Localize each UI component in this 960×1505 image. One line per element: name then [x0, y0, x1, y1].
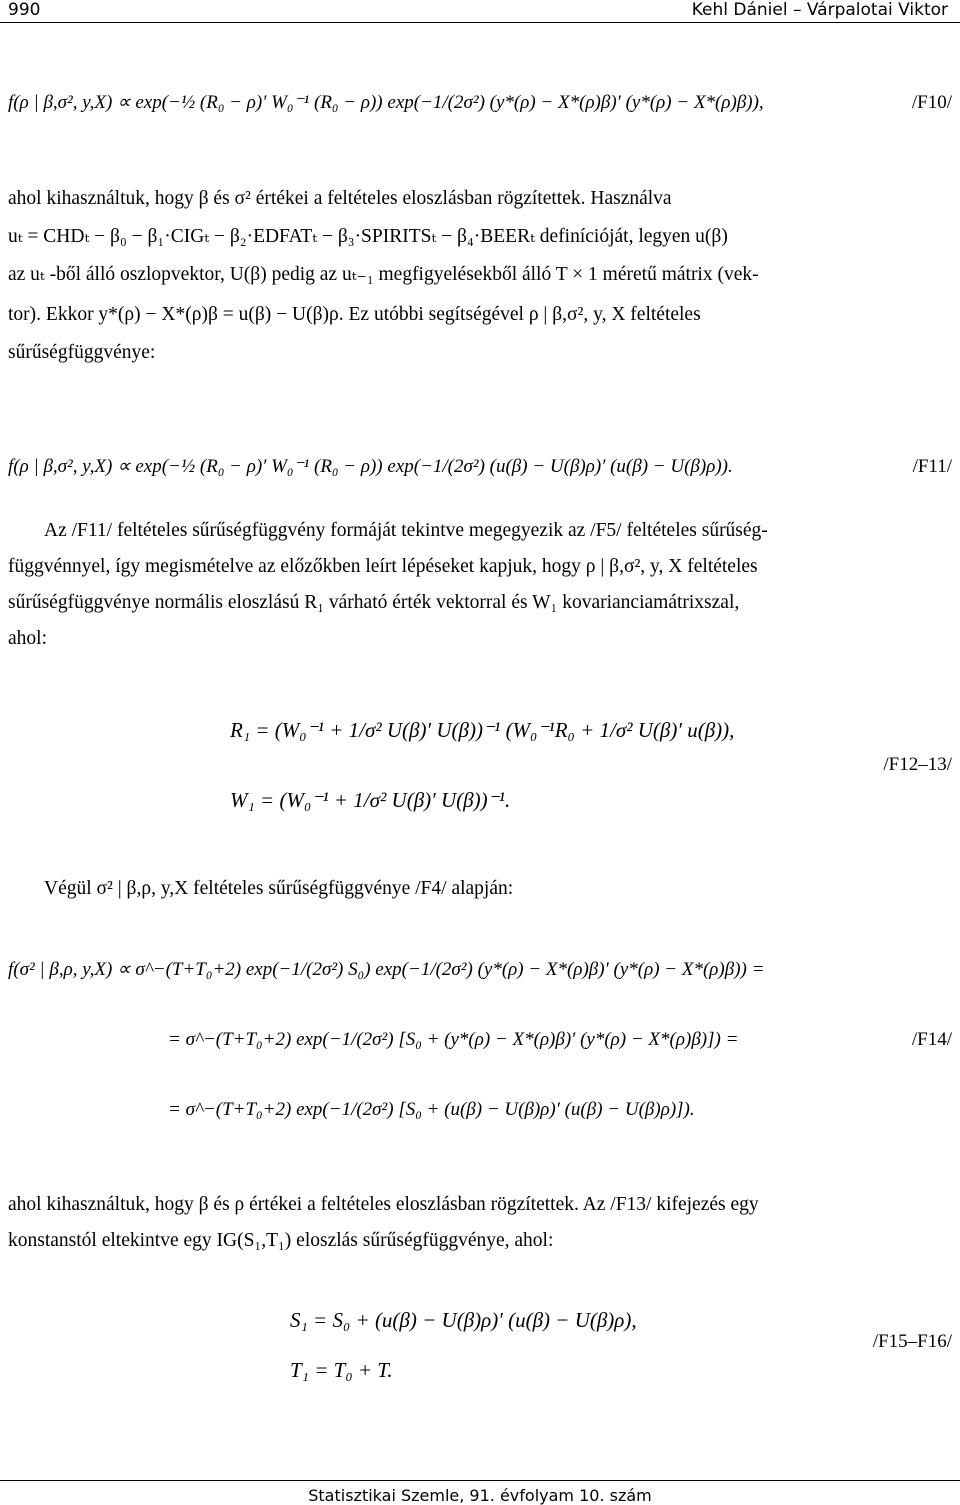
paragraph-line-10: Végül σ² | β,ρ, y,X feltételes sűrűségfüggvénye /F4/ alapján:	[44, 878, 514, 899]
equation-f12-r1: R₁ = (W₀⁻¹ + 1/σ² U(β)′ U(β))⁻¹ (W₀⁻¹R₀ + 1/σ² U(β)′ u(β)),	[230, 718, 735, 742]
equation-f14-line-2: = σ^−(T+T₀+2) exp(−1/(2σ²) [S₀ + (y*(ρ) − X*(ρ)β)′ (y*(ρ) − X*(ρ)β)]) =	[168, 1029, 739, 1050]
equation-f10-tag: /F10/	[911, 92, 952, 113]
paragraph-line-9: ahol:	[8, 628, 47, 649]
equation-f14-tag: /F14/	[911, 1029, 952, 1050]
equation-f16-t1: T₁ = T₀ + T.	[290, 1358, 393, 1382]
paragraph-line-6: Az /F11/ feltételes sűrűségfüggvény formáját tekintve megegyezik az /F5/ feltételes sűrűség-	[44, 520, 768, 541]
equation-f14-line-1: f(σ² | β,ρ, y,X) ∝ σ^−(T+T₀+2) exp(−1/(2σ²) S₀) exp(−1/(2σ²) (y*(ρ) − X*(ρ)β)′ (y*(ρ) − X*(ρ)β)) =	[8, 959, 765, 980]
paragraph-line-7: függvénnyel, így megismételve az előzőkben leírt lépéseket kapjuk, hogy ρ | β,σ², y, X feltételes	[8, 556, 758, 577]
footer-journal: Statisztikai Szemle, 91. évfolyam 10. szám	[308, 1486, 652, 1505]
running-header	[0, 0, 960, 22]
equation-f14-line-3: = σ^−(T+T₀+2) exp(−1/(2σ²) [S₀ + (u(β) − U(β)ρ)′ (u(β) − U(β)ρ)]).	[168, 1099, 695, 1120]
page-number: 990	[8, 0, 41, 20]
equation-f12-13	[8, 690, 952, 850]
equation-f10-content: f(ρ | β,σ², y,X) ∝ exp(−½ (R₀ − ρ)′ W₀⁻¹ (R₀ − ρ)) exp(−1/(2σ²) (y*(ρ) − X*(ρ)β)′ (y*(ρ) − X*(ρ)β)),	[8, 92, 764, 113]
equation-f15-16-tag: /F15–F16/	[872, 1331, 952, 1352]
running-footer	[0, 1480, 960, 1505]
equation-f15-s1: S₁ = S₀ + (u(β) − U(β)ρ)′ (u(β) − U(β)ρ),	[290, 1308, 637, 1332]
equation-f13-w1: W₁ = (W₀⁻¹ + 1/σ² U(β)′ U(β))⁻¹.	[230, 788, 511, 812]
paragraph-line-8: sűrűségfüggvénye normális eloszlású R₁ várható érték vektorral és W₁ kovarianciamátrixszal,	[8, 592, 740, 613]
paragraph-line-5: sűrűségfüggvénye:	[8, 342, 156, 363]
paragraph-line-4: tor). Ekkor y*(ρ) − X*(ρ)β = u(β) − U(β)ρ. Ez utóbbi segítségével ρ | β,σ², y, X feltételes	[8, 304, 701, 325]
equation-f11-tag: /F11/	[912, 456, 952, 477]
equation-f10	[8, 78, 952, 128]
equation-f11-content: f(ρ | β,σ², y,X) ∝ exp(−½ (R₀ − ρ)′ W₀⁻¹ (R₀ − ρ)) exp(−1/(2σ²) (u(β) − U(β)ρ)′ (u(β) − U(β)ρ)).	[8, 456, 733, 477]
footer-rule	[0, 1480, 960, 1481]
equation-f12-13-tag: /F12–13/	[883, 754, 952, 775]
paragraph-line-2: uₜ = CHDₜ − β₀ − β₁·CIGₜ − β₂·EDFATₜ − β₃·SPIRITSₜ − β₄·BEERₜ definícióját, legyen u(β)	[8, 226, 728, 247]
equation-f14	[8, 940, 952, 1160]
paragraph-line-11: ahol kihasználtuk, hogy β és ρ értékei a feltételes eloszlásban rögzítettek. Az /F13/ kifejezés egy	[8, 1194, 759, 1215]
equation-f15-16	[8, 1290, 952, 1400]
paragraph-line-1: ahol kihasználtuk, hogy β és σ² értékei a feltételes eloszlásban rögzítettek. Használva	[8, 188, 672, 209]
equation-f11	[8, 442, 952, 492]
paragraph-line-3: az uₜ -ből álló oszlopvektor, U(β) pedig az uₜ₋₁ megfigyelésekből álló T × 1 méretű mátrix (vek-	[8, 264, 759, 285]
header-authors: Kehl Dániel – Várpalotai Viktor	[691, 0, 948, 20]
header-rule	[0, 22, 960, 23]
paragraph-line-12: konstanstól eltekintve egy IG(S₁,T₁) eloszlás sűrűségfüggvénye, ahol:	[8, 1230, 554, 1251]
